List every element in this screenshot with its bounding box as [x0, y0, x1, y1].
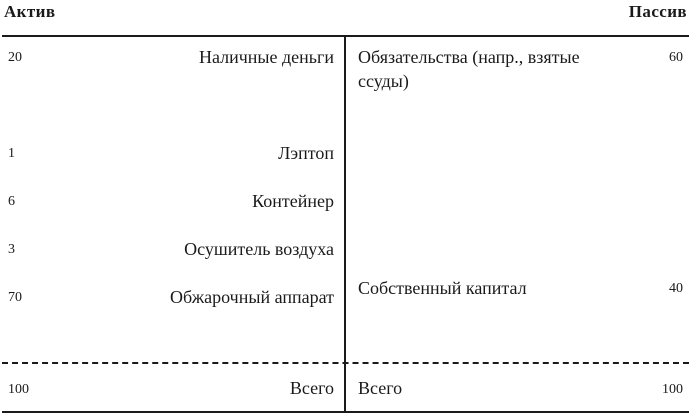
totals-separator-rule: [2, 362, 689, 364]
row-spacer: [344, 113, 691, 268]
asset-label: Контейнер: [252, 191, 334, 211]
asset-amount: 3: [8, 242, 15, 257]
asset-label: Лэптоп: [278, 143, 334, 163]
table-row: [0, 37, 344, 85]
liability-amount: 40: [669, 281, 683, 296]
table-body: [0, 37, 691, 362]
liabilities-total-amount: 100: [662, 382, 683, 397]
asset-amount: 6: [8, 194, 15, 209]
assets-column-heading: Актив: [4, 2, 56, 21]
table-row: [0, 277, 344, 325]
asset-label: Обжарочный аппарат: [170, 287, 334, 307]
liabilities-column: [344, 37, 691, 362]
liability-amount: 60: [669, 50, 683, 65]
table-header: [0, 0, 691, 36]
assets-total-amount: 100: [8, 382, 29, 397]
row-spacer: [0, 85, 344, 133]
assets-total-label: Всего: [289, 378, 334, 398]
liabilities-total: [344, 368, 691, 410]
liability-label: Обязательства (напр., взятые ссуды): [358, 47, 580, 91]
asset-label: Наличные деньги: [198, 47, 334, 67]
asset-label: Осушитель воздуха: [184, 239, 334, 259]
table-row: [344, 37, 691, 113]
asset-amount: 20: [8, 50, 22, 65]
table-row: [0, 229, 344, 277]
asset-amount: 1: [8, 146, 15, 161]
asset-amount: 70: [8, 290, 22, 305]
liability-label: Собственный капитал: [358, 278, 527, 298]
table-row: [0, 133, 344, 181]
liabilities-column-heading: Пассив: [628, 2, 687, 21]
totals-row: [0, 368, 691, 410]
assets-column: [0, 37, 344, 362]
liabilities-total-label: Всего: [358, 378, 403, 398]
table-row: [344, 268, 691, 316]
assets-total: [0, 368, 344, 410]
table-row: [0, 181, 344, 229]
